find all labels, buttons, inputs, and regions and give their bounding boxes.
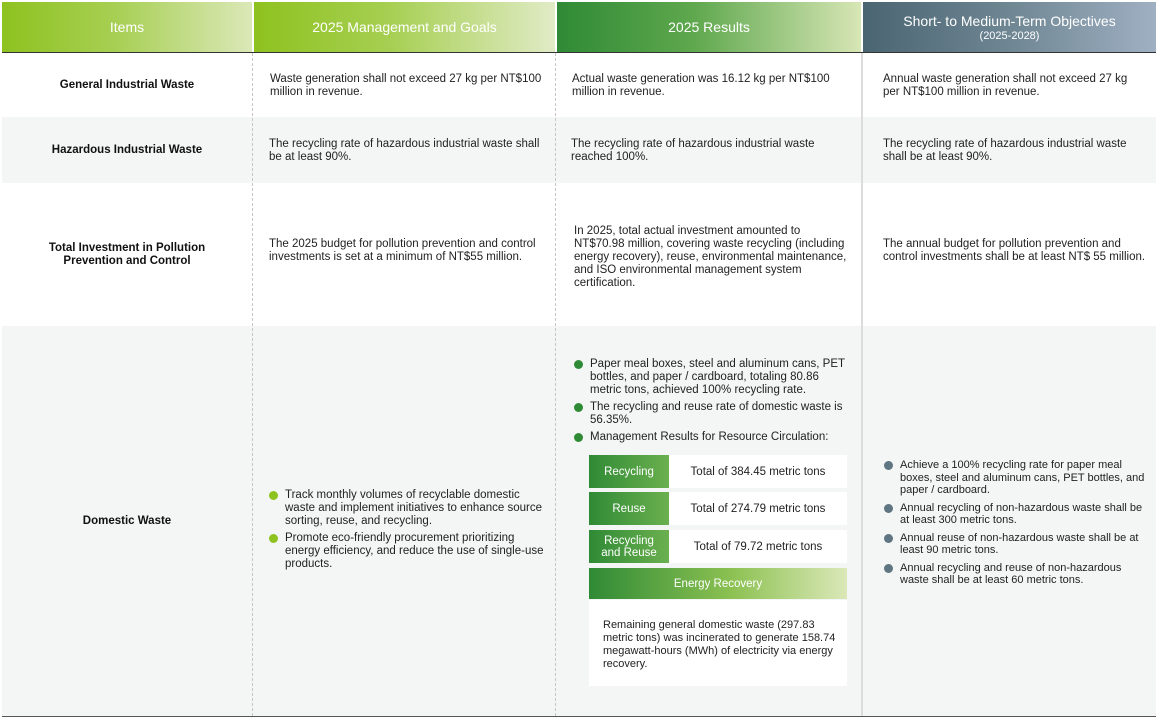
domestic-results-list xyxy=(573,358,851,448)
bullet-dot-icon xyxy=(269,491,278,500)
domestic-goal-text: Promote eco-friendly procurement prioritizing energy efficiency, and reduce the use of single-use products. xyxy=(285,532,544,570)
row-investment-result: In 2025, total actual investment amounted to NT$70.98 million, covering waste recycling (including energy recovery), reuse, environmental maintenance, and ISO environmental management system certification. xyxy=(574,225,847,289)
circulation-row-recycling xyxy=(589,455,847,488)
header-items-label: Items xyxy=(109,19,145,35)
row-general-item-label: General Industrial Waste xyxy=(59,78,195,91)
column-divider xyxy=(252,53,253,716)
header-results xyxy=(557,2,861,52)
circulation-row-reuse xyxy=(589,492,847,525)
bullet-dot-icon xyxy=(884,504,893,513)
row-general-item xyxy=(2,53,252,117)
list-item xyxy=(883,562,1145,587)
header-goals xyxy=(254,2,555,52)
row-hazardous-objective: The recycling rate of hazardous industrial waste shall be at least 90%. xyxy=(883,138,1127,163)
domestic-objective-text: Annual recycling and reuse of non-hazardous waste shall be at least 60 metric tons. xyxy=(900,561,1122,586)
domestic-objective-text: Annual reuse of non-hazardous waste shall be at least 90 metric tons. xyxy=(900,531,1139,556)
row-general-objective: Annual waste generation shall not exceed 27 kg per NT$100 million in revenue. xyxy=(883,73,1128,98)
list-item xyxy=(883,532,1145,557)
circulation-label: Recycling xyxy=(589,455,669,488)
bullet-dot-icon xyxy=(884,461,893,470)
header-goals-label: 2025 Management and Goals xyxy=(312,19,497,35)
row-investment-item xyxy=(2,183,252,326)
domestic-result-text: Management Results for Resource Circulation: xyxy=(590,431,829,443)
domestic-goal-text: Track monthly volumes of recyclable domestic waste and implement initiatives to enhance source sorting, reuse, and recycling. xyxy=(285,489,542,527)
list-item xyxy=(268,532,548,571)
domestic-objectives-list xyxy=(883,459,1145,591)
list-item xyxy=(883,502,1145,527)
column-divider xyxy=(555,53,556,716)
circulation-value: Total of 274.79 metric tons xyxy=(690,502,826,515)
bullet-dot-icon xyxy=(884,534,893,543)
row-general-result: Actual waste generation was 16.12 kg per NT$100 million in revenue. xyxy=(572,73,830,98)
circulation-value: Total of 384.45 metric tons xyxy=(690,465,826,478)
energy-recovery-header xyxy=(589,568,847,599)
domestic-result-text: Paper meal boxes, steel and aluminum cans, PET bottles, and paper / cardboard, totaling 80.86 metric tons, achieved 100% recycling rate. xyxy=(590,358,845,396)
header-objectives xyxy=(863,2,1156,52)
row-domestic-item xyxy=(2,326,252,716)
row-investment-objective: The annual budget for pollution prevention and control investments shall be at least NT$ 55 million. xyxy=(883,238,1146,263)
circulation-value: Total of 79.72 metric tons xyxy=(693,540,823,553)
table-bottom-divider xyxy=(2,716,1156,717)
bullet-dot-icon xyxy=(884,564,893,573)
header-objectives-period: (2025-2028) xyxy=(979,29,1040,42)
energy-recovery-label: Energy Recovery xyxy=(673,577,763,590)
bullet-dot-icon xyxy=(269,534,278,543)
bullet-dot-icon xyxy=(574,433,583,442)
domestic-objective-text: Annual recycling of non-hazardous waste shall be at least 300 metric tons. xyxy=(900,501,1143,526)
energy-recovery-box xyxy=(589,600,847,686)
bullet-dot-icon xyxy=(574,403,583,412)
energy-recovery-text: Remaining general domestic waste (297.83 metric tons) was incinerated to generate 158.74 megawatt-hours (MWh) of electricity via energy recovery. xyxy=(603,619,836,670)
row-investment-goal: The 2025 budget for pollution prevention and control investments is set at a minimum of NT$55 million. xyxy=(269,238,536,263)
circulation-row-recycling-reuse xyxy=(589,530,847,563)
row-hazardous-goal: The recycling rate of hazardous industrial waste shall be at least 90%. xyxy=(269,138,540,163)
circulation-label: Recycling and Reuse xyxy=(589,530,669,563)
list-item xyxy=(268,489,548,528)
list-item xyxy=(883,459,1145,497)
domestic-objective-text: Achieve a 100% recycling rate for paper meal boxes, steel and aluminum cans, PET bottles, and paper / cardboard. xyxy=(900,459,1145,496)
bullet-dot-icon xyxy=(574,360,583,369)
circulation-label: Reuse xyxy=(589,492,669,525)
row-domestic-item-label: Domestic Waste xyxy=(82,514,172,527)
header-items xyxy=(2,2,252,52)
row-investment-item-label: Total Investment in Pollution Prevention and Control xyxy=(48,241,206,267)
row-hazardous-result: The recycling rate of hazardous industrial waste reached 100%. xyxy=(571,138,815,163)
list-item xyxy=(573,358,851,397)
column-divider xyxy=(861,53,863,716)
domestic-result-text: The recycling and reuse rate of domestic waste is 56.35%. xyxy=(590,401,843,426)
list-item xyxy=(573,401,851,427)
row-hazardous-item-label: Hazardous Industrial Waste xyxy=(51,143,203,156)
header-objectives-label: Short- to Medium-Term Objectives xyxy=(903,12,1116,29)
domestic-goals-list xyxy=(268,489,548,575)
row-general-goal: Waste generation shall not exceed 27 kg per NT$100 million in revenue. xyxy=(270,73,542,98)
header-results-label: 2025 Results xyxy=(668,19,750,35)
row-hazardous-item xyxy=(2,117,252,183)
list-item xyxy=(573,431,851,444)
